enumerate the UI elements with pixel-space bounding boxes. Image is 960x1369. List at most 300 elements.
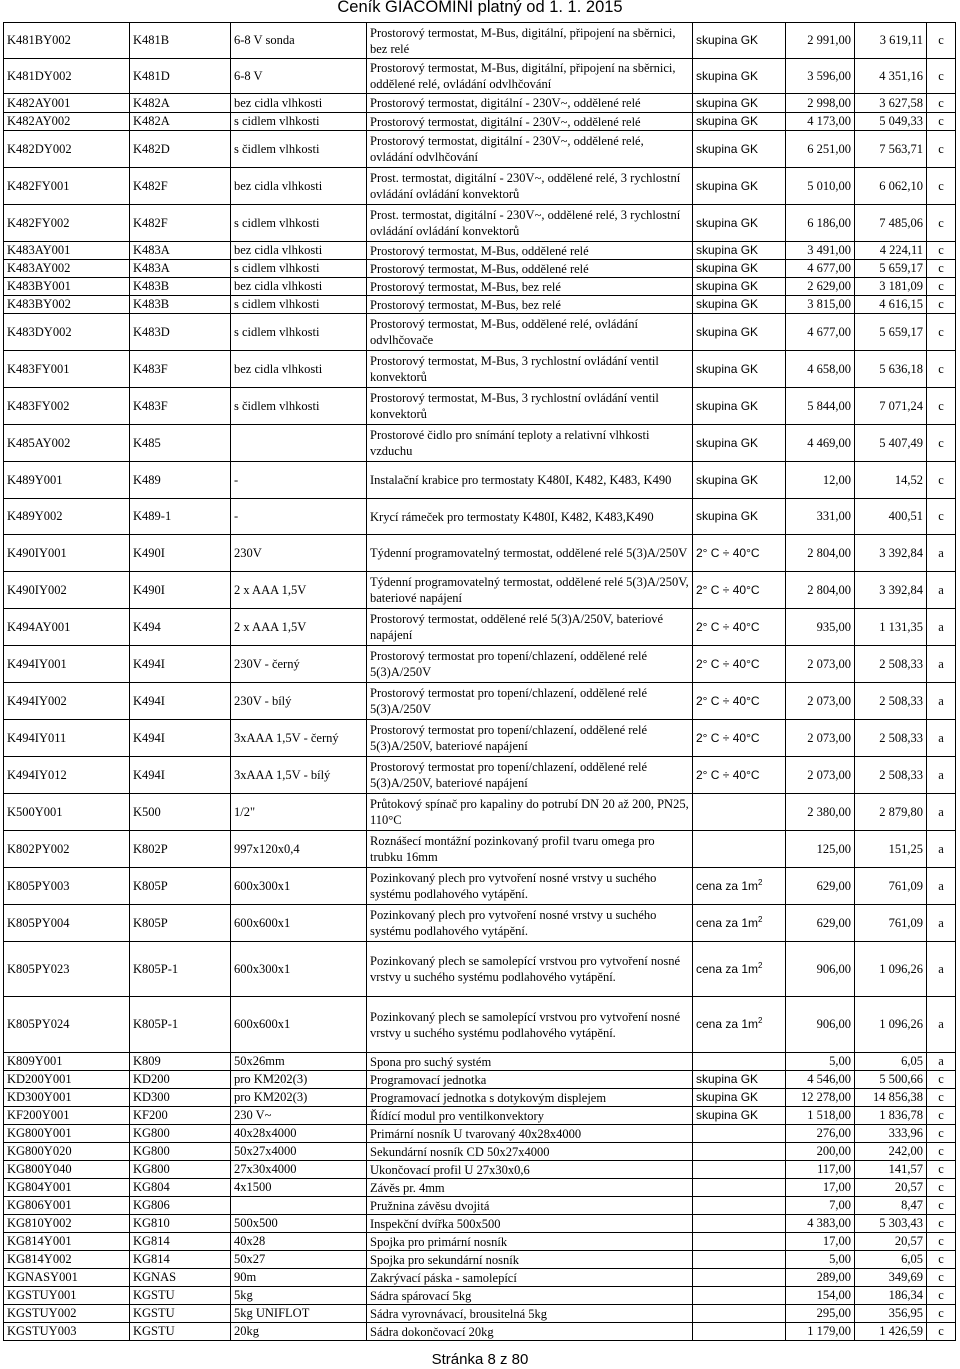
- variant: bez cidla vlhkosti: [231, 351, 367, 388]
- price-category: a: [927, 609, 956, 646]
- item-code: K483FY002: [4, 388, 130, 425]
- description: Prostorový termostat, M-Bus, bez relé: [367, 278, 693, 296]
- price-with-vat: 151,25: [855, 831, 927, 868]
- description: Prostorový termostat pro topení/chlazení, oddělené relé 5(3)A/250V: [367, 646, 693, 683]
- price-category: a: [927, 831, 956, 868]
- description: Programovací jednotka s dotykovým displejem: [367, 1089, 693, 1107]
- variant: 50x27: [231, 1251, 367, 1269]
- description: Krycí rámeček pro termostaty K480I, K482, K483,K490: [367, 499, 693, 535]
- item-code: KG800Y001: [4, 1125, 130, 1143]
- unit-exponent: 2: [758, 1016, 763, 1025]
- variant: 5kg UNIFLOT: [231, 1305, 367, 1323]
- variant: 600x600x1: [231, 997, 367, 1053]
- variant: 600x300x1: [231, 942, 367, 997]
- description: Prostorový termostat, M-Bus, digitální, připojení na sběrnici, oddělené relé, ovládání odvlhčování: [367, 59, 693, 94]
- table-row: [4, 351, 956, 388]
- variant: 27x30x4000: [231, 1161, 367, 1179]
- item-code: K483BY002: [4, 296, 130, 314]
- model-code: K805P-1: [130, 997, 231, 1053]
- description: Pozinkovaný plech pro vytvoření nosné vrstvy u suchého systému podlahového vytápění.: [367, 868, 693, 905]
- price-group: skupina GK: [693, 1071, 786, 1089]
- table-row: [4, 942, 956, 997]
- price-with-vat: 5 407,49: [855, 425, 927, 462]
- model-code: K483B: [130, 296, 231, 314]
- price-group: [693, 1161, 786, 1179]
- table-row: [4, 296, 956, 314]
- model-code: KG814: [130, 1233, 231, 1251]
- unit-exponent: 2: [758, 877, 763, 887]
- price-category: c: [927, 425, 956, 462]
- price-without-vat: 935,00: [786, 609, 855, 646]
- model-code: K481D: [130, 59, 231, 94]
- price-group: [693, 1143, 786, 1161]
- price-category: a: [927, 942, 956, 997]
- price-group: cena za $1m^2$: [693, 997, 786, 1053]
- table-row: [4, 757, 956, 794]
- variant: s cidlem vlhkosti: [231, 205, 367, 242]
- model-code: K489: [130, 462, 231, 499]
- model-code: K490I: [130, 535, 231, 572]
- variant: 50x26mm: [231, 1053, 367, 1071]
- item-code: KGSTUY003: [4, 1323, 130, 1341]
- item-code: K809Y001: [4, 1053, 130, 1071]
- price-without-vat: 4 546,00: [786, 1071, 855, 1089]
- description: Prostorový termostat pro topení/chlazení, oddělené relé 5(3)A/250V, bateriové napájení: [367, 720, 693, 757]
- price-category: a: [927, 757, 956, 794]
- table-row: [4, 1233, 956, 1251]
- description: Ukončovací profil U 27x30x0,6: [367, 1161, 693, 1179]
- table-row: [4, 1305, 956, 1323]
- price-group: skupina GK: [693, 296, 786, 314]
- price-group: 2° C ÷ 40°C: [693, 683, 786, 720]
- table-row: [4, 1143, 956, 1161]
- price-group: 2° C ÷ 40°C: [693, 720, 786, 757]
- price-with-vat: 1 096,26: [855, 997, 927, 1053]
- price-category: a: [927, 997, 956, 1053]
- price-without-vat: 4 677,00: [786, 314, 855, 351]
- price-category: c: [927, 1089, 956, 1107]
- variant: [231, 1197, 367, 1215]
- price-without-vat: 276,00: [786, 1125, 855, 1143]
- variant: 5kg: [231, 1287, 367, 1305]
- price-group: 2° C ÷ 40°C: [693, 535, 786, 572]
- price-without-vat: 12 278,00: [786, 1089, 855, 1107]
- item-code: K485AY002: [4, 425, 130, 462]
- model-code: K482A: [130, 94, 231, 113]
- price-group: skupina GK: [693, 278, 786, 296]
- price-with-vat: 1 426,59: [855, 1323, 927, 1341]
- table-row: [4, 720, 956, 757]
- description: Instalační krabice pro termostaty K480I, K482, K483, K490: [367, 462, 693, 499]
- model-code: K482D: [130, 131, 231, 168]
- price-without-vat: 12,00: [786, 462, 855, 499]
- price-category: a: [927, 683, 956, 720]
- item-code: K490IY002: [4, 572, 130, 609]
- price-group: cena za $1m^2$: [693, 905, 786, 942]
- model-code: K481B: [130, 23, 231, 59]
- variant: 6-8 V: [231, 59, 367, 94]
- price-with-vat: 5 500,66: [855, 1071, 927, 1089]
- price-group: [693, 1305, 786, 1323]
- price-without-vat: 2 804,00: [786, 535, 855, 572]
- item-code: KG814Y001: [4, 1233, 130, 1251]
- price-group: skupina GK: [693, 205, 786, 242]
- price-with-vat: 20,57: [855, 1233, 927, 1251]
- price-group: skupina GK: [693, 59, 786, 94]
- price-without-vat: 125,00: [786, 831, 855, 868]
- price-group: [693, 1323, 786, 1341]
- model-code: K494I: [130, 757, 231, 794]
- description: Sádra spárovací 5kg: [367, 1287, 693, 1305]
- table-row: [4, 278, 956, 296]
- price-without-vat: 3 815,00: [786, 296, 855, 314]
- price-category: c: [927, 242, 956, 260]
- price-without-vat: 906,00: [786, 997, 855, 1053]
- description: Sádra vyrovnávací, brousitelná 5kg: [367, 1305, 693, 1323]
- item-code: K482AY001: [4, 94, 130, 113]
- table-row: [4, 260, 956, 278]
- unit-exponent: 2: [758, 960, 763, 970]
- table-row: [4, 1125, 956, 1143]
- description: Prostorový termostat, M-Bus, digitální, připojení na sběrnici, bez relé: [367, 23, 693, 59]
- table-row: [4, 572, 956, 609]
- item-code: K481DY002: [4, 59, 130, 94]
- price-without-vat: 7,00: [786, 1197, 855, 1215]
- model-code: KG800: [130, 1125, 231, 1143]
- price-with-vat: 5 049,33: [855, 113, 927, 131]
- table-row: [4, 535, 956, 572]
- price-with-vat: 1 096,26: [855, 942, 927, 997]
- price-without-vat: 1 179,00: [786, 1323, 855, 1341]
- price-group: cena za $1m^2$: [693, 942, 786, 997]
- price-group: skupina GK: [693, 425, 786, 462]
- item-code: KG806Y001: [4, 1197, 130, 1215]
- price-category: c: [927, 1143, 956, 1161]
- price-category: a: [927, 794, 956, 831]
- price-group: [693, 831, 786, 868]
- item-code: K805PY003: [4, 868, 130, 905]
- price-without-vat: 2 073,00: [786, 683, 855, 720]
- model-code: KGSTU: [130, 1287, 231, 1305]
- price-without-vat: 2 380,00: [786, 794, 855, 831]
- description: Prostorový termostat, digitální - 230V~, oddělené relé: [367, 94, 693, 113]
- item-code: K483DY002: [4, 314, 130, 351]
- table-row: [4, 425, 956, 462]
- variant: [231, 425, 367, 462]
- price-without-vat: 2 073,00: [786, 720, 855, 757]
- price-category: a: [927, 1053, 956, 1071]
- price-with-vat: 7 485,06: [855, 205, 927, 242]
- price-group: [693, 1053, 786, 1071]
- description: Zakrývací páska - samolepící: [367, 1269, 693, 1287]
- description: Průtokový spínač pro kapaliny do potrubí DN 20 až 200, PN25, 110°C: [367, 794, 693, 831]
- price-category: a: [927, 646, 956, 683]
- description: Sádra dokončovací 20kg: [367, 1323, 693, 1341]
- table-row: [4, 499, 956, 535]
- price-category: c: [927, 278, 956, 296]
- price-category: c: [927, 113, 956, 131]
- model-code: K483A: [130, 260, 231, 278]
- price-category: a: [927, 868, 956, 905]
- price-with-vat: 4 616,15: [855, 296, 927, 314]
- price-category: c: [927, 296, 956, 314]
- variant: -: [231, 499, 367, 535]
- item-code: K483AY002: [4, 260, 130, 278]
- table-row: [4, 94, 956, 113]
- price-with-vat: 2 508,33: [855, 720, 927, 757]
- description: Primární nosník U tvarovaný 40x28x4000: [367, 1125, 693, 1143]
- price-without-vat: 4 469,00: [786, 425, 855, 462]
- price-category: c: [927, 499, 956, 535]
- price-without-vat: 4 173,00: [786, 113, 855, 131]
- price-with-vat: 6,05: [855, 1251, 927, 1269]
- item-code: KD300Y001: [4, 1089, 130, 1107]
- description: Programovací jednotka: [367, 1071, 693, 1089]
- price-category: a: [927, 535, 956, 572]
- description: Týdenní programovatelný termostat, oddělené relé 5(3)A/250V: [367, 535, 693, 572]
- model-code: K483A: [130, 242, 231, 260]
- table-row: [4, 1053, 956, 1071]
- description: Spojka pro primární nosník: [367, 1233, 693, 1251]
- price-category: c: [927, 1233, 956, 1251]
- price-category: c: [927, 351, 956, 388]
- variant: s cidlem vlhkosti: [231, 314, 367, 351]
- price-without-vat: 295,00: [786, 1305, 855, 1323]
- table-row: [4, 388, 956, 425]
- variant: s čidlem vlhkosti: [231, 388, 367, 425]
- description: Spona pro suchý systém: [367, 1053, 693, 1071]
- price-category: c: [927, 1125, 956, 1143]
- price-category: c: [927, 1251, 956, 1269]
- price-category: c: [927, 1287, 956, 1305]
- description: Roznášecí montážní pozinkovaný profil tvaru omega pro trubku 16mm: [367, 831, 693, 868]
- model-code: K483B: [130, 278, 231, 296]
- price-group: 2° C ÷ 40°C: [693, 757, 786, 794]
- price-category: c: [927, 1179, 956, 1197]
- price-without-vat: 2 629,00: [786, 278, 855, 296]
- model-code: K483F: [130, 351, 231, 388]
- model-code: K482A: [130, 113, 231, 131]
- price-category: a: [927, 720, 956, 757]
- item-code: KG800Y020: [4, 1143, 130, 1161]
- price-without-vat: 17,00: [786, 1233, 855, 1251]
- model-code: K494I: [130, 720, 231, 757]
- price-with-vat: 1 836,78: [855, 1107, 927, 1125]
- item-code: K481BY002: [4, 23, 130, 59]
- price-with-vat: 5 303,43: [855, 1215, 927, 1233]
- table-row: [4, 205, 956, 242]
- price-with-vat: 5 659,17: [855, 314, 927, 351]
- price-with-vat: 349,69: [855, 1269, 927, 1287]
- table-row: [4, 462, 956, 499]
- price-group: skupina GK: [693, 314, 786, 351]
- item-code: K494AY001: [4, 609, 130, 646]
- description: Pružnina závěsu dvojitá: [367, 1197, 693, 1215]
- price-with-vat: 6 062,10: [855, 168, 927, 205]
- model-code: K494I: [130, 683, 231, 720]
- price-group: cena za $1m^2$: [693, 868, 786, 905]
- table-row: [4, 168, 956, 205]
- description: Inspekční dvířka 500x500: [367, 1215, 693, 1233]
- item-code: KG810Y002: [4, 1215, 130, 1233]
- price-group: skupina GK: [693, 168, 786, 205]
- description: Pozinkovaný plech se samolepící vrstvou pro vytvoření nosné vrstvy u suchého systému podlahového vytápění.: [367, 942, 693, 997]
- unit-exponent: 2: [758, 914, 763, 924]
- price-category: a: [927, 905, 956, 942]
- variant: bez cidla vlhkosti: [231, 278, 367, 296]
- price-category: c: [927, 131, 956, 168]
- price-without-vat: 629,00: [786, 905, 855, 942]
- item-code: K494IY012: [4, 757, 130, 794]
- price-without-vat: 5 010,00: [786, 168, 855, 205]
- item-code: KD200Y001: [4, 1071, 130, 1089]
- price-category: c: [927, 1269, 956, 1287]
- price-category: c: [927, 314, 956, 351]
- variant: 997x120x0,4: [231, 831, 367, 868]
- price-with-vat: 2 508,33: [855, 757, 927, 794]
- price-category: a: [927, 572, 956, 609]
- price-category: c: [927, 1071, 956, 1089]
- price-without-vat: 4 383,00: [786, 1215, 855, 1233]
- price-without-vat: 2 804,00: [786, 572, 855, 609]
- description: Sekundární nosník CD 50x27x4000: [367, 1143, 693, 1161]
- model-code: KG800: [130, 1143, 231, 1161]
- price-group: skupina GK: [693, 260, 786, 278]
- price-with-vat: 3 627,58: [855, 94, 927, 113]
- price-group: [693, 1269, 786, 1287]
- price-without-vat: 5,00: [786, 1053, 855, 1071]
- price-with-vat: 6,05: [855, 1053, 927, 1071]
- price-category: c: [927, 23, 956, 59]
- price-category: c: [927, 1107, 956, 1125]
- table-row: [4, 997, 956, 1053]
- description: Prostorový termostat, M-Bus, oddělené relé, ovládání odvlhčovače: [367, 314, 693, 351]
- price-without-vat: 6 251,00: [786, 131, 855, 168]
- price-without-vat: 3 596,00: [786, 59, 855, 94]
- item-code: K494IY011: [4, 720, 130, 757]
- price-group: 2° C ÷ 40°C: [693, 646, 786, 683]
- price-with-vat: 400,51: [855, 499, 927, 535]
- price-category: c: [927, 59, 956, 94]
- price-with-vat: 7 071,24: [855, 388, 927, 425]
- price-group: skupina GK: [693, 242, 786, 260]
- item-code: KF200Y001: [4, 1107, 130, 1125]
- price-with-vat: 14 856,38: [855, 1089, 927, 1107]
- model-code: K485: [130, 425, 231, 462]
- item-code: K482AY002: [4, 113, 130, 131]
- price-without-vat: 2 073,00: [786, 646, 855, 683]
- variant: 230V - bílý: [231, 683, 367, 720]
- price-without-vat: 200,00: [786, 1143, 855, 1161]
- item-code: K802PY002: [4, 831, 130, 868]
- price-with-vat: 14,52: [855, 462, 927, 499]
- table-row: [4, 1161, 956, 1179]
- table-row: [4, 1287, 956, 1305]
- variant: pro KM202(3): [231, 1071, 367, 1089]
- table-row: [4, 1179, 956, 1197]
- price-group: skupina GK: [693, 131, 786, 168]
- variant: 20kg: [231, 1323, 367, 1341]
- variant: 230 V~: [231, 1107, 367, 1125]
- description: Prostorový termostat pro topení/chlazení, oddělené relé 5(3)A/250V: [367, 683, 693, 720]
- price-without-vat: 5 844,00: [786, 388, 855, 425]
- model-code: K494I: [130, 646, 231, 683]
- price-with-vat: 3 181,09: [855, 278, 927, 296]
- price-group: skupina GK: [693, 499, 786, 535]
- price-category: c: [927, 168, 956, 205]
- description: Prostorový termostat, oddělené relé 5(3)A/250V, bateriové napájení: [367, 609, 693, 646]
- model-code: K483D: [130, 314, 231, 351]
- item-code: K482FY002: [4, 205, 130, 242]
- price-without-vat: 4 677,00: [786, 260, 855, 278]
- price-with-vat: 5 659,17: [855, 260, 927, 278]
- variant: bez cidla vlhkosti: [231, 94, 367, 113]
- variant: s cidlem vlhkosti: [231, 113, 367, 131]
- price-without-vat: 117,00: [786, 1161, 855, 1179]
- price-group: 2° C ÷ 40°C: [693, 609, 786, 646]
- variant: s čidlem vlhkosti: [231, 131, 367, 168]
- model-code: KG800: [130, 1161, 231, 1179]
- variant: 3xAAA 1,5V - černý: [231, 720, 367, 757]
- price-without-vat: 629,00: [786, 868, 855, 905]
- description: Prostorový termostat, digitální - 230V~, oddělené relé: [367, 113, 693, 131]
- table-row: [4, 59, 956, 94]
- price-group: [693, 1125, 786, 1143]
- price-with-vat: 3 392,84: [855, 535, 927, 572]
- variant: 4x1500: [231, 1179, 367, 1197]
- description: Prostorový termostat, M-Bus, bez relé: [367, 296, 693, 314]
- variant: 40x28: [231, 1233, 367, 1251]
- item-code: K482FY001: [4, 168, 130, 205]
- variant: 2 x AAA 1,5V: [231, 609, 367, 646]
- item-code: K483FY001: [4, 351, 130, 388]
- price-with-vat: 2 508,33: [855, 683, 927, 720]
- table-row: [4, 1215, 956, 1233]
- price-group: 2° C ÷ 40°C: [693, 572, 786, 609]
- description: Prostorové čidlo pro snímání teploty a relativní vlhkosti vzduchu: [367, 425, 693, 462]
- model-code: KGSTU: [130, 1305, 231, 1323]
- price-without-vat: 3 491,00: [786, 242, 855, 260]
- description: Závěs pr. 4mm: [367, 1179, 693, 1197]
- model-code: K482F: [130, 168, 231, 205]
- price-with-vat: 3 392,84: [855, 572, 927, 609]
- item-code: K805PY024: [4, 997, 130, 1053]
- price-group: skupina GK: [693, 1089, 786, 1107]
- variant: bez cidla vlhkosti: [231, 168, 367, 205]
- price-with-vat: 761,09: [855, 868, 927, 905]
- variant: bez cidla vlhkosti: [231, 242, 367, 260]
- price-without-vat: 1 518,00: [786, 1107, 855, 1125]
- table-row: [4, 1089, 956, 1107]
- price-group: [693, 1287, 786, 1305]
- price-with-vat: 2 508,33: [855, 646, 927, 683]
- price-with-vat: 20,57: [855, 1179, 927, 1197]
- description: Prostorový termostat, M-Bus, 3 rychlostní ovládání ventil konvektorů: [367, 351, 693, 388]
- price-with-vat: 761,09: [855, 905, 927, 942]
- model-code: K489-1: [130, 499, 231, 535]
- variant: 3xAAA 1,5V - bílý: [231, 757, 367, 794]
- price-category: c: [927, 1197, 956, 1215]
- price-group: skupina GK: [693, 113, 786, 131]
- table-row: [4, 1197, 956, 1215]
- model-code: K494: [130, 609, 231, 646]
- model-code: K805P: [130, 868, 231, 905]
- model-code: K809: [130, 1053, 231, 1071]
- table-row: [4, 831, 956, 868]
- price-category: c: [927, 94, 956, 113]
- description: Pozinkovaný plech se samolepící vrstvou pro vytvoření nosné vrstvy u suchého systému podlahového vytápění.: [367, 997, 693, 1053]
- table-row: [4, 242, 956, 260]
